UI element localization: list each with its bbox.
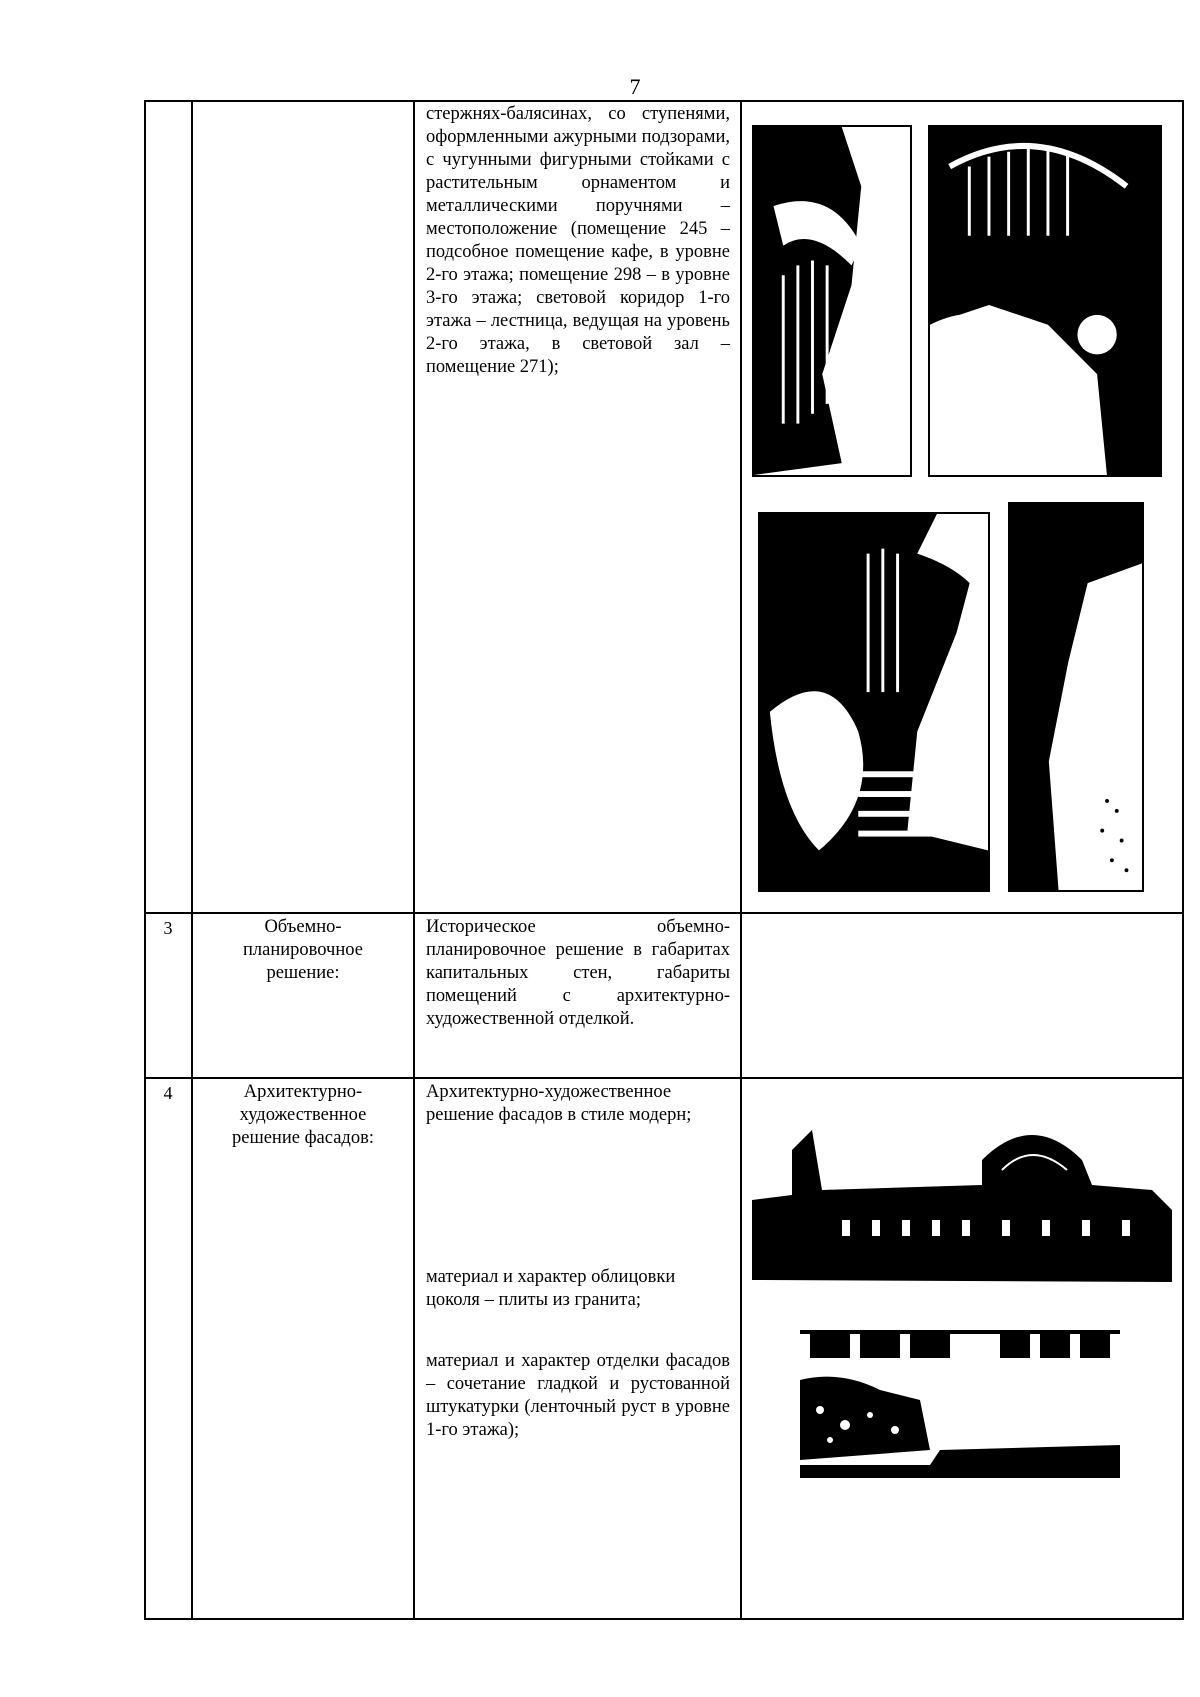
row-title: Архитектурно-художественное решение фасадов:: [232, 1082, 374, 1148]
row-number: 3: [163, 918, 173, 938]
page-number: 7: [629, 74, 641, 99]
row-title: Объемно-планировочное решение:: [243, 917, 363, 983]
facade-finish-description: материал и характер отделки фасадов – сочетание гладкой и рустованной штукатурки (ленточный руст в уровне 1-го этажа);: [426, 1351, 730, 1440]
column-divider: [191, 100, 193, 1620]
table-border-bottom: [144, 1618, 1184, 1620]
staircase-photo-4: [1008, 502, 1144, 892]
table-border-right: [1182, 100, 1184, 1620]
table-border-left: [144, 100, 146, 1620]
row-description: Историческое объемно-планировочное решение в габаритах капитальных стен, габариты помещений с архитектурно-художественной отделкой.: [426, 917, 730, 1029]
column-divider: [413, 100, 415, 1620]
row-number: 4: [163, 1083, 173, 1103]
staircase-photo-2: [928, 125, 1162, 477]
staircase-description: стержнях-балясинах, со ступенями, оформленными ажурными подзорами, с чугунными фигурными стойками с растительным орнаментом и металлическими поручнями – местоположение (помещение 245 – подсобное помещение кафе, в уровне 2-го этажа; помещение 298 – в уровне 3-го этажа; световой коридор 1-го этажа – лестница, ведущая на уровень 2-го этажа, в световой зал – помещение 271);: [426, 104, 730, 377]
column-divider: [740, 100, 742, 1620]
facade-photo: [752, 1090, 1172, 1282]
row-divider: [144, 912, 1184, 914]
row-divider: [144, 1077, 1184, 1079]
table-border-top: [144, 100, 1184, 102]
staircase-photo-1: [752, 125, 912, 477]
staircase-photo-3: [758, 512, 990, 892]
facade-detail-photo: [800, 1330, 1120, 1478]
plinth-cladding-description: материал и характер облицовки цоколя – плиты из гранита;: [426, 1267, 676, 1310]
facade-style-description: Архитектурно-художественное решение фасадов в стиле модерн;: [426, 1082, 692, 1125]
